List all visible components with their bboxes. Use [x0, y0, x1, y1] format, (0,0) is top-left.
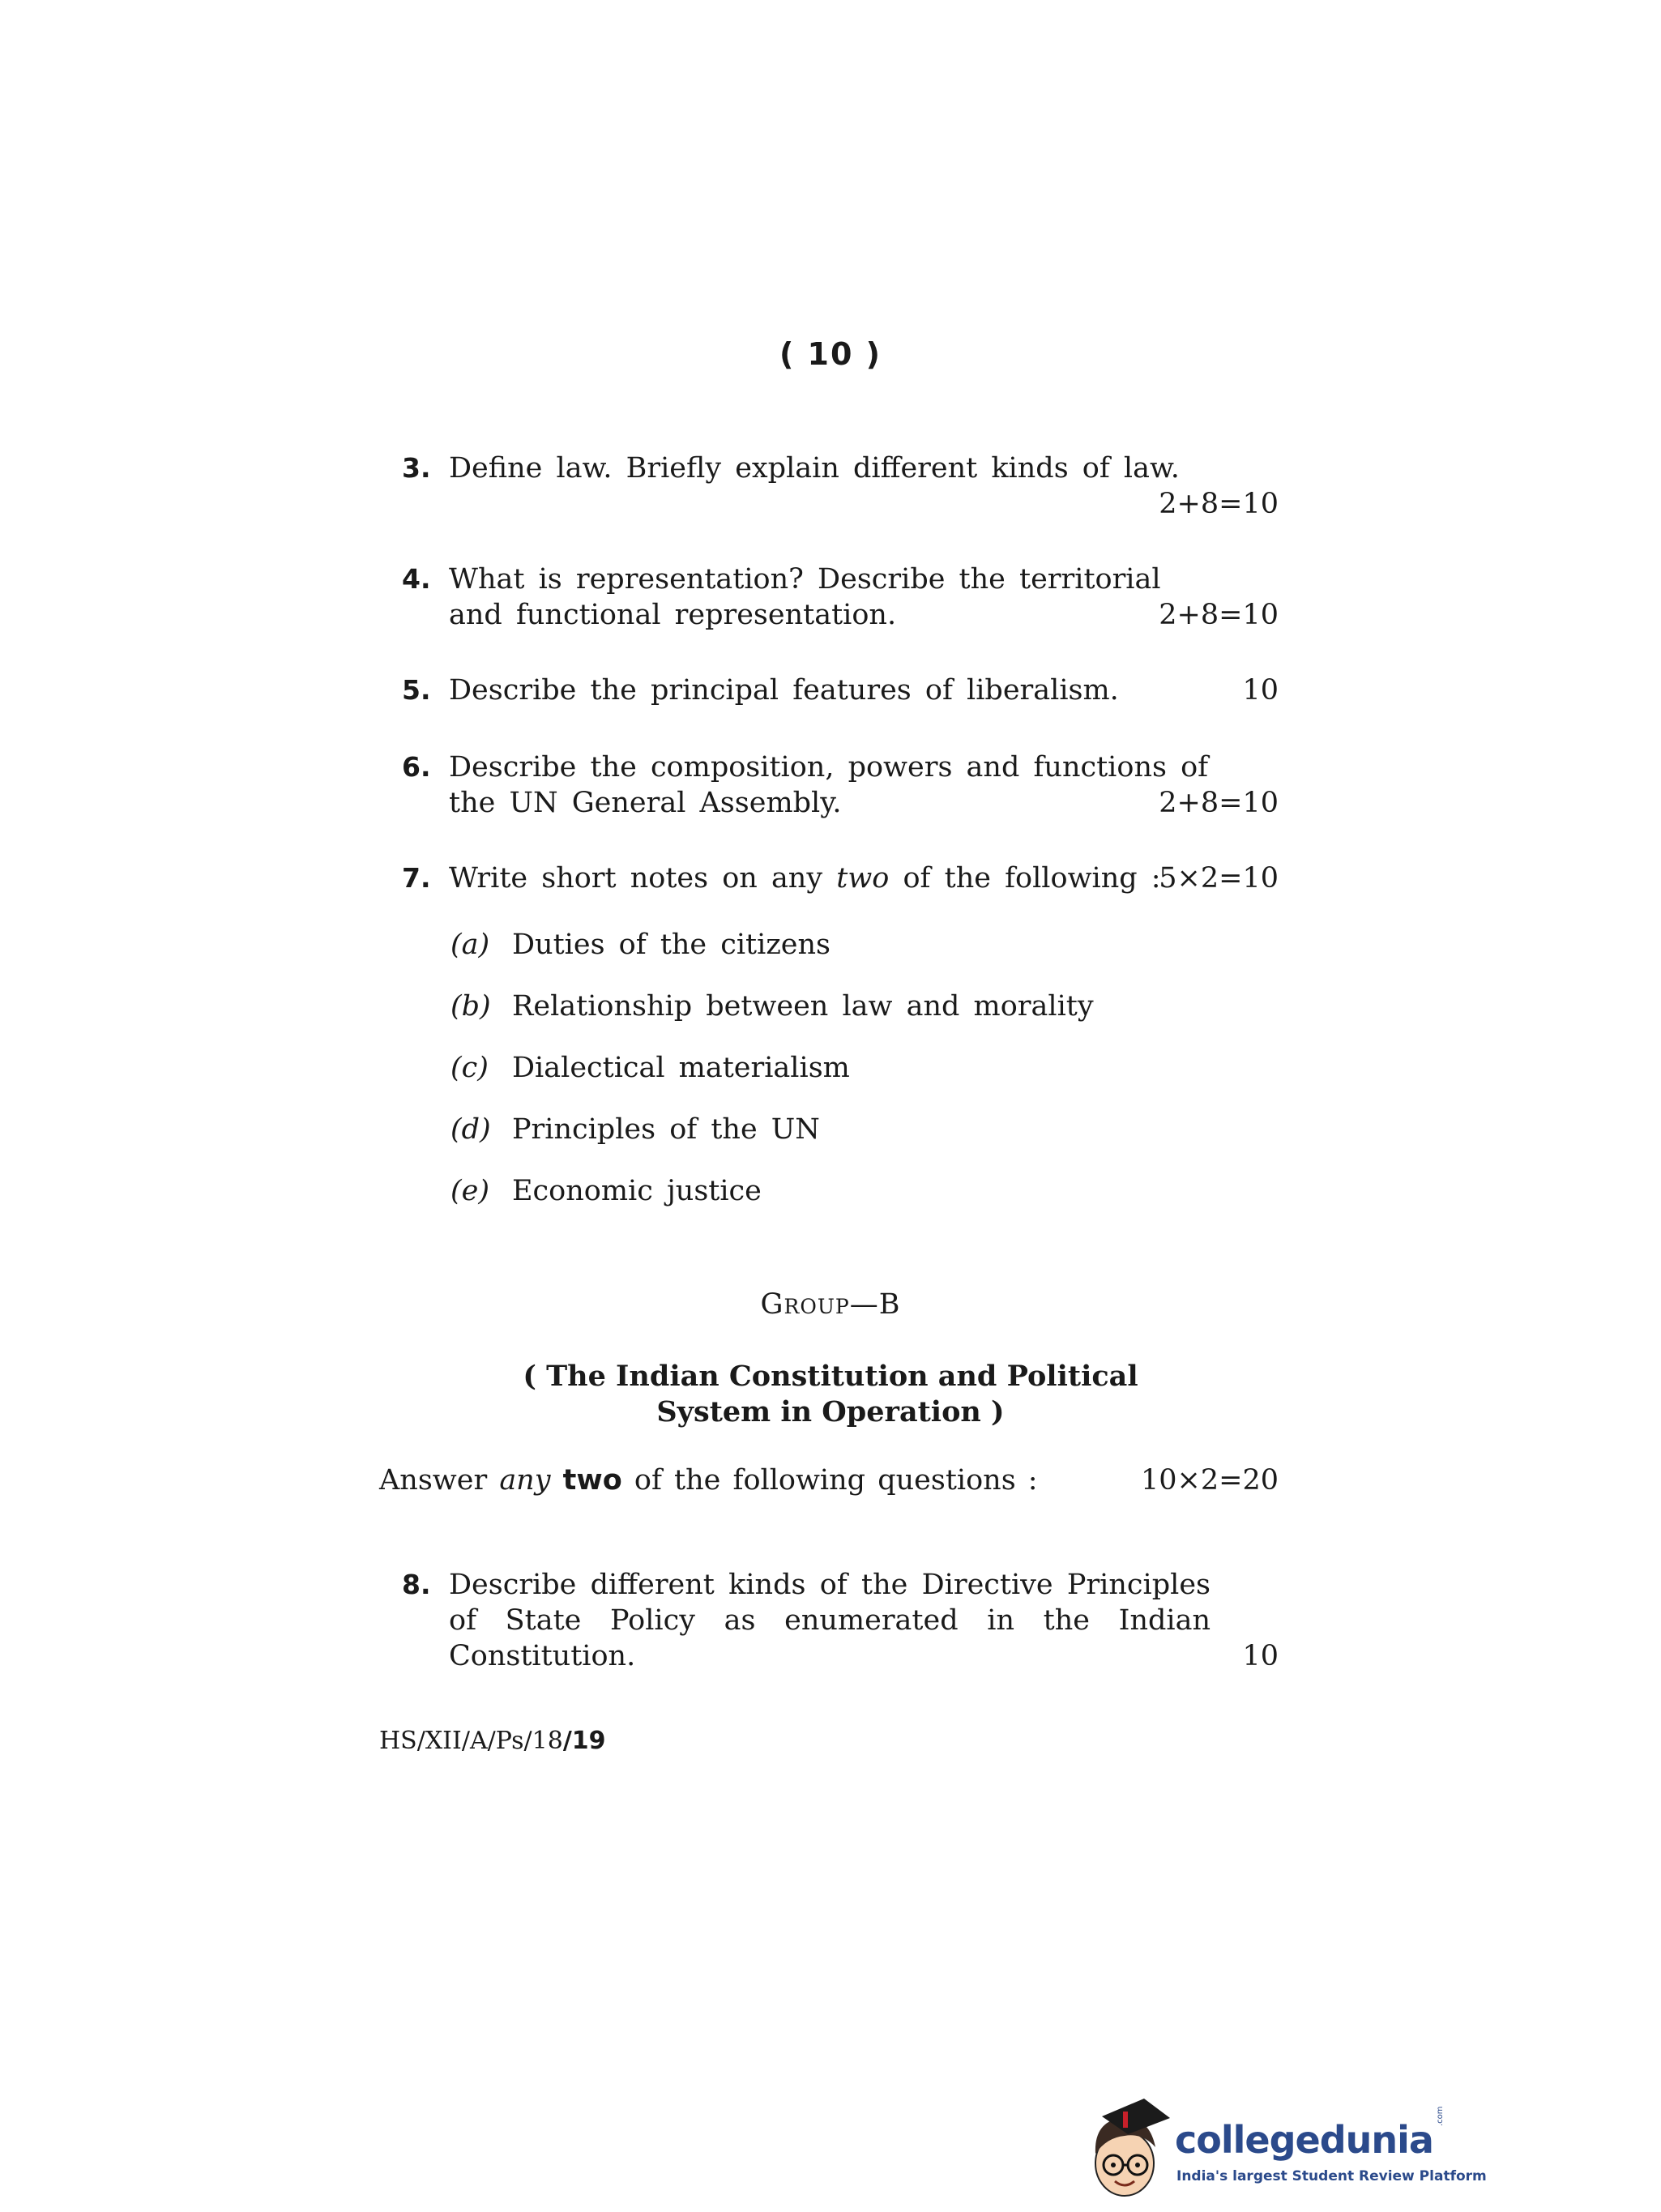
section-title-line-1: ( The Indian Constitution and Political: [523, 1360, 1138, 1393]
logo-wordmark: collegedunia: [1175, 2118, 1433, 2162]
option-text: Relationship between law and morality: [512, 990, 1094, 1023]
question-8: [402, 1567, 1279, 1674]
question-3: [402, 451, 1279, 520]
group-heading: Group—B: [760, 1288, 901, 1321]
question-7: [402, 860, 1279, 896]
instruction-marks: 10×2=20: [1141, 1464, 1279, 1497]
emphasis-two: two: [836, 862, 890, 895]
question-number: 8.: [402, 1569, 431, 1600]
option-a: [450, 927, 830, 963]
question-number: 3.: [402, 452, 431, 484]
option-d: [450, 1112, 820, 1147]
logo-domain-suffix: .com: [1436, 2106, 1445, 2126]
option-text: Duties of the citizens: [512, 929, 830, 961]
question-text: Describe the composition, powers and functions of the UN General Assembly.: [449, 751, 1209, 819]
page-number: ( 10 ): [779, 336, 882, 372]
question-5: [402, 673, 1279, 708]
option-label: (b): [450, 990, 491, 1023]
option-c: [450, 1050, 850, 1086]
section-title-line-2: System in Operation ): [656, 1395, 1005, 1428]
option-label: (c): [450, 1052, 489, 1084]
question-text: Describe different kinds of the Directive Principles of State Policy as enumerated in the Indian Constitution.: [449, 1569, 1211, 1672]
mascot-icon: [1078, 2090, 1175, 2209]
paper-code: HS/XII/A/Ps/18/19: [379, 1727, 606, 1755]
question-4: [402, 562, 1279, 633]
question-text: What is representation? Describe the territorial and functional representation.: [449, 563, 1161, 631]
question-text: Write short notes on any two of the following :: [449, 862, 1161, 895]
question-text: Describe the principal features of liberalism.: [449, 674, 1119, 707]
option-text: Dialectical materialism: [512, 1052, 850, 1084]
section-title: [0, 1359, 1661, 1430]
question-number: 7.: [402, 862, 431, 894]
option-e: [450, 1173, 762, 1209]
question-text: Define law. Briefly explain different kinds of law.: [449, 452, 1180, 485]
question-marks: 2+8=10: [1159, 787, 1279, 819]
question-number: 4.: [402, 563, 431, 595]
emphasis-two-bold: two: [562, 1464, 622, 1497]
option-label: (a): [450, 929, 490, 961]
question-marks: 2+8=10: [1159, 488, 1279, 520]
question-6: [402, 749, 1279, 821]
option-text: Principles of the UN: [512, 1113, 820, 1146]
question-number: 5.: [402, 674, 431, 706]
question-number: 6.: [402, 751, 431, 783]
option-b: [450, 989, 1094, 1024]
logo-tagline: India's largest Student Review Platform: [1176, 2168, 1487, 2184]
group-instruction: Answer any two of the following questions : 10×2=20: [379, 1464, 1279, 1497]
option-label: (d): [450, 1113, 491, 1146]
question-marks: 5×2=10: [1159, 862, 1279, 895]
option-label: (e): [450, 1175, 490, 1207]
question-marks: 10: [1242, 674, 1279, 707]
option-text: Economic justice: [512, 1175, 762, 1207]
question-marks: 10: [1242, 1640, 1279, 1672]
question-marks: 2+8=10: [1159, 599, 1279, 631]
collegedunia-logo: [1078, 2090, 1487, 2209]
emphasis-any: any: [499, 1464, 551, 1497]
